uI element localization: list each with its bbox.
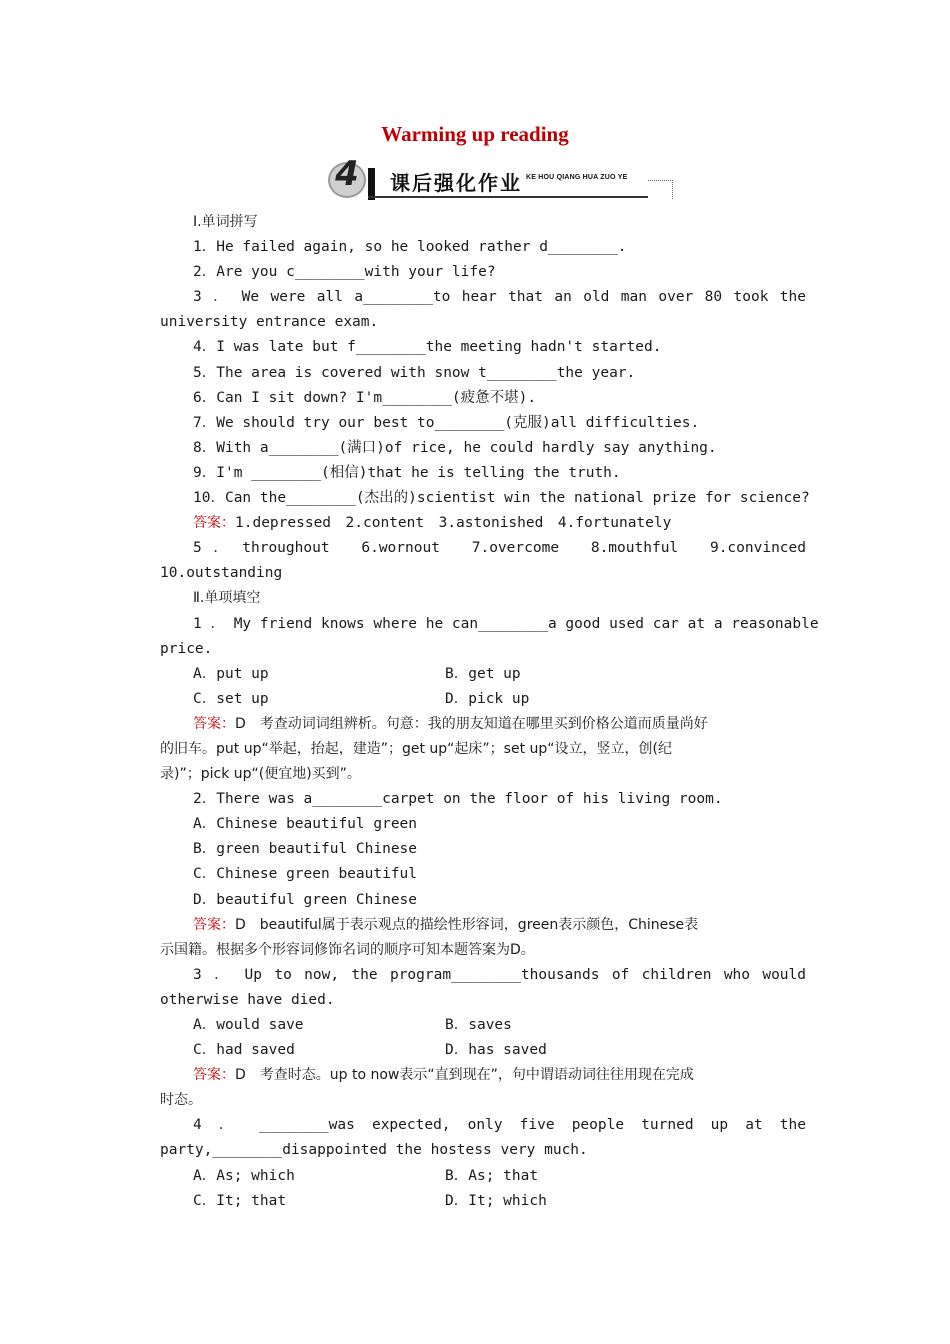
s2-question-2: 2．There was a________carpet on the floor of his living room.: [193, 791, 723, 808]
s2-q4-options-row2: [160, 1189, 806, 1214]
banner-pinyin: KE HOU QIANG HUA ZUO YE: [526, 174, 628, 181]
page-title: Warming up reading: [381, 122, 569, 146]
option-a: A．As; which: [193, 1167, 295, 1184]
s2-q1-answer-2: 的旧车。put up“举起，抬起，建造”；get up“起床”；set up“设立，竖立，创(纪: [160, 740, 672, 757]
s1-answer-line-3: 10.outstanding: [160, 565, 283, 582]
answer-label: 答案：: [193, 515, 235, 532]
s1-question-1: 1．He failed again, so he looked rather d________.: [193, 239, 627, 256]
s2-q1-answer-text: D 考查动词词组辨析。句意：我的朋友知道在哪里买到价格公道而质量尚好: [235, 715, 708, 732]
s2-question-4-cont: party,________disappointed the hostess very much.: [160, 1142, 588, 1159]
s1-question-2: 2．Are you c________with your life?: [193, 264, 496, 281]
s2-q2-option-d: D．beautiful green Chinese: [193, 891, 418, 908]
s1-question-10: 10．Can the________(杰出的)scientist win the national prize for science?: [193, 490, 810, 507]
s2-q4-options-row1: [160, 1164, 806, 1189]
s2-question-4: 4 ． ________was expected, only five people turned up at the: [193, 1117, 806, 1134]
s1-question-3: 3 ． We were all a________to hear that an old man over 80 took the: [193, 289, 806, 306]
s2-q2-answer-1: [160, 913, 806, 938]
s2-q1-answer-3: 录)”；pick up“(便宜地)买到”。: [160, 766, 361, 783]
s2-q2-answer-2: 示国籍。根据多个形容词修饰名词的顺序可知本题答案为D。: [160, 941, 535, 958]
s2-question-1: 1 ． My friend knows where he can________a good used car at a reasonable: [193, 615, 819, 632]
option-d: D．It; which: [445, 1192, 547, 1209]
s2-q3-options-row1: [160, 1013, 806, 1038]
s2-q3-answer-2: 时态。: [160, 1092, 202, 1109]
s2-q3-answer-text: D 考查时态。up to now表示“直到现在”，句中谓语动词往往用现在完成: [235, 1067, 694, 1084]
s2-q3-answer-1: [160, 1063, 806, 1088]
s1-question-9: 9．I'm ________(相信)that he is telling the truth.: [193, 464, 621, 481]
s2-q1-options-row1: [160, 662, 806, 687]
s1-question-5: 5．The area is covered with snow t________the year.: [193, 364, 636, 381]
option-a: A．put up: [193, 665, 269, 682]
option-d: D．pick up: [445, 690, 530, 707]
banner-dotted-corner: [648, 180, 673, 199]
banner-underline: [368, 196, 648, 198]
answer-label: 答案：: [193, 916, 235, 933]
s2-question-3-cont: otherwise have died.: [160, 991, 335, 1008]
s1-answer-line-2: 5 ． throughout 6.wornout 7.overcome 8.mouthful 9.convinced: [193, 540, 806, 557]
option-c: C．had saved: [193, 1042, 295, 1059]
s2-q3-options-row2: [160, 1038, 806, 1063]
s2-q2-option-c: C．Chinese green beautiful: [193, 866, 418, 883]
s2-q2-option-b: B．green beautiful Chinese: [193, 841, 418, 858]
option-a: A．would save: [193, 1017, 304, 1033]
s2-q1-options-row2: [160, 687, 806, 712]
s1-question-8: 8．With a________(满口)of rice, he could hardly say anything.: [193, 439, 717, 456]
answer-label: 答案：: [193, 1067, 235, 1084]
option-b: B．get up: [445, 665, 521, 682]
s1-question-3-cont: university entrance exam.: [160, 314, 379, 331]
s2-question-1-cont: price.: [160, 640, 213, 657]
section-banner: [328, 154, 678, 204]
banner-number: 4: [335, 154, 359, 194]
answer-label: 答案：: [193, 715, 235, 732]
section2-heading: Ⅱ.单项填空: [193, 590, 261, 607]
s1-answer-text-1: 1.depressed 2.content 3.astonished 4.fortunately: [235, 515, 672, 532]
option-c: C．set up: [193, 690, 269, 707]
s2-q1-answer-1: [160, 712, 806, 737]
s2-q2-option-a: A．Chinese beautiful green: [193, 816, 418, 833]
option-b: B．saves: [445, 1017, 512, 1033]
exercise-content: [160, 210, 819, 1214]
s2-q2-answer-text: D beautiful属于表示观点的描绘性形容词，green表示颜色，Chinese表: [235, 916, 699, 933]
section1-heading: Ⅰ.单词拼写: [193, 214, 258, 230]
s1-question-7: 7．We should try our best to________(克服)all difficulties.: [193, 414, 700, 431]
option-d: D．has saved: [445, 1042, 547, 1059]
s1-question-6: 6．Can I sit down? I'm________(疲惫不堪).: [193, 389, 537, 406]
s1-question-4: 4．I was late but f________the meeting hadn't started.: [193, 339, 662, 356]
s1-answer-line-1: [160, 511, 806, 536]
option-c: C．It; that: [193, 1192, 287, 1209]
option-b: B．As; that: [445, 1167, 539, 1184]
s2-question-3: 3 ． Up to now, the program________thousands of children who would: [193, 966, 806, 983]
banner-title: 课后强化作业: [390, 171, 522, 195]
